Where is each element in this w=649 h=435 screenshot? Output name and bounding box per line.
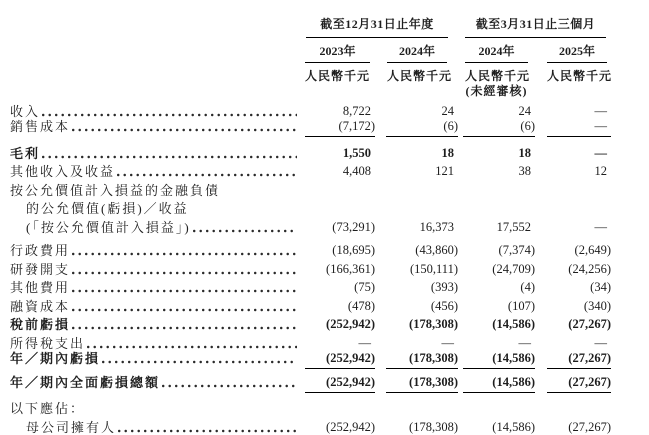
value-column-3 — [458, 164, 535, 179]
value-cell: (34) — [590, 280, 611, 294]
row-label-area — [10, 401, 300, 416]
value-column-4 — [535, 119, 611, 137]
table-row — [10, 240, 649, 259]
value-column-4 — [535, 220, 611, 235]
value-cell: (4) — [520, 280, 535, 294]
row-label: 研發開支 — [10, 261, 71, 277]
value-cell: (14,586) — [492, 419, 535, 434]
value-cell: — — [594, 145, 607, 160]
value-column-3 — [458, 262, 535, 277]
value-column-1 — [300, 146, 375, 161]
value-column-4 — [535, 420, 611, 435]
value-column-2 — [375, 336, 458, 351]
row-label: 按公允價值計入損益的金融負債 — [10, 182, 221, 198]
value-cell: (107) — [507, 298, 535, 313]
row-label-area — [10, 351, 300, 369]
value-cell: 24 — [441, 103, 454, 118]
value-column-1 — [300, 299, 375, 314]
value-cell: (24,709) — [492, 261, 535, 276]
value-column-4 — [535, 280, 611, 295]
row-label: 融資成本 — [10, 298, 71, 314]
row-label: 所得稅支出 — [10, 335, 86, 351]
value-cell: (24,256) — [568, 261, 611, 276]
header-spacer — [10, 42, 300, 63]
value-column-1 — [300, 119, 375, 137]
value-cell: 1,550 — [342, 145, 371, 160]
value-cell: 4,408 — [342, 164, 371, 178]
value-column-2 — [375, 420, 458, 435]
row-label: 行政費用 — [10, 243, 71, 258]
value-cell: (252,942) — [326, 317, 375, 331]
year-header-row — [10, 42, 649, 63]
value-column-3 — [458, 317, 535, 332]
row-label: 其他費用 — [10, 280, 71, 295]
value-cell: (178,308) — [409, 317, 458, 331]
row-label: 母公司擁有人 — [26, 419, 117, 435]
dotted-leader — [72, 308, 297, 312]
value-column-3 — [458, 299, 535, 314]
value-cell: (7,374) — [498, 243, 535, 257]
value-cell: 8,722 — [342, 103, 371, 118]
value-column-1 — [300, 220, 375, 235]
year-header-2024: 2024年 — [387, 42, 447, 63]
value-cell: 16,373 — [419, 219, 454, 234]
value-column-2 — [375, 146, 458, 161]
value-cell: (178,308) — [409, 419, 458, 434]
row-label: 以下應佔： — [10, 401, 86, 416]
value-cell: — — [441, 335, 454, 350]
row-label: 毛利 — [10, 145, 41, 161]
dotted-leader — [72, 128, 297, 132]
table-row — [10, 258, 649, 277]
value-cell: (6) — [463, 119, 535, 137]
table-row — [10, 142, 649, 161]
value-cell: (14,586) — [463, 351, 535, 369]
value-column-2 — [375, 262, 458, 277]
unit-label: 人民幣千元 — [465, 69, 531, 83]
value-column-2 — [375, 220, 458, 235]
row-label-area — [10, 420, 300, 435]
value-column-3 — [458, 146, 535, 161]
value-cell: (27,267) — [568, 317, 611, 331]
unit-label: 人民幣千元 — [547, 69, 613, 83]
value-cell: (150,111) — [409, 261, 458, 276]
value-column-3 — [458, 280, 535, 295]
unit-label: 人民幣千元 — [387, 69, 453, 83]
table-row — [10, 374, 649, 393]
row-label-area — [10, 220, 300, 235]
value-column-1 — [300, 262, 375, 277]
value-cell: (393) — [430, 280, 458, 294]
table-row — [10, 314, 649, 333]
row-label-area — [10, 119, 300, 137]
value-column-1 — [300, 336, 375, 351]
row-label-area — [10, 375, 300, 393]
value-cell: (6) — [386, 119, 458, 137]
value-column-2 — [375, 299, 458, 314]
value-cell: (2,649) — [574, 243, 611, 257]
value-cell: 24 — [518, 103, 531, 118]
year-header-2023: 2023年 — [305, 42, 370, 63]
value-column-4 — [535, 375, 611, 393]
value-cell: (478) — [347, 298, 375, 313]
value-cell: (27,267) — [568, 419, 611, 434]
row-label-area — [10, 243, 300, 258]
table-row — [10, 277, 649, 296]
table-row — [10, 351, 649, 370]
value-column-3 — [458, 243, 535, 258]
row-label: 銷售成本 — [10, 119, 71, 134]
value-column-2 — [375, 317, 458, 332]
value-column-4 — [535, 243, 611, 258]
value-column-3 — [458, 220, 535, 235]
header-spacer — [10, 15, 300, 38]
value-cell: (252,942) — [305, 351, 375, 369]
row-label-area — [10, 280, 300, 295]
year-header-2025-q1: 2025年 — [547, 42, 607, 63]
row-label: 年／期內全面虧損總額 — [10, 374, 161, 390]
dotted-leader — [42, 155, 297, 159]
row-label-area — [10, 262, 300, 277]
value-cell: (178,308) — [386, 351, 458, 369]
value-cell: 12 — [594, 164, 607, 178]
dotted-leader — [72, 252, 297, 256]
value-cell: — — [594, 335, 607, 350]
value-column-1 — [300, 164, 375, 179]
unit-header-row — [10, 69, 649, 98]
value-cell: (75) — [354, 280, 375, 294]
value-column-3 — [458, 420, 535, 435]
value-cell: 18 — [441, 145, 454, 160]
row-label: 收入 — [10, 103, 41, 119]
value-cell: — — [358, 335, 371, 350]
row-label: 其他收入及收益 — [10, 164, 116, 179]
table-row — [10, 161, 649, 180]
value-cell: (340) — [583, 298, 611, 313]
row-label-area — [10, 336, 300, 351]
value-column-4 — [535, 351, 611, 369]
dotted-leader — [72, 326, 297, 330]
row-label: 稅前虧損 — [10, 317, 71, 332]
row-label: (「按公允價值計入損益」) — [26, 219, 191, 235]
value-cell: (7,172) — [305, 119, 375, 137]
table-row — [10, 100, 649, 119]
value-column-1 — [300, 280, 375, 295]
table-row — [10, 295, 649, 314]
value-cell: 121 — [435, 164, 454, 178]
dotted-leader — [102, 360, 297, 364]
dotted-leader — [72, 289, 297, 293]
unaudited-note: (未經審核) — [465, 83, 528, 98]
value-column-2 — [375, 164, 458, 179]
value-column-3 — [458, 336, 535, 351]
row-label: 年／期內虧損 — [10, 351, 101, 366]
value-column-4 — [535, 317, 611, 332]
value-column-2 — [375, 243, 458, 258]
table-row — [10, 216, 649, 235]
value-column-1 — [300, 243, 375, 258]
table-row — [10, 416, 649, 435]
value-cell: (27,267) — [547, 375, 611, 393]
value-column-2 — [375, 375, 458, 393]
value-cell: 18 — [518, 145, 531, 160]
value-cell: (166,361) — [326, 261, 375, 276]
value-cell: (27,267) — [547, 351, 611, 369]
value-column-1 — [300, 104, 375, 119]
dotted-leader — [42, 113, 297, 117]
value-column-3 — [458, 119, 535, 137]
row-label-area — [10, 146, 300, 161]
table-row — [10, 179, 649, 198]
value-column-1 — [300, 375, 375, 393]
value-column-3 — [458, 104, 535, 119]
table-body — [10, 100, 649, 435]
value-column-4 — [535, 299, 611, 314]
column-group-annual — [300, 15, 458, 38]
value-cell: 38 — [518, 164, 531, 178]
value-cell: (252,942) — [305, 375, 375, 393]
column-group-header-row — [10, 15, 649, 38]
value-column-3 — [458, 375, 535, 393]
value-column-3 — [458, 351, 535, 369]
row-label-area — [10, 164, 300, 179]
value-column-4 — [535, 104, 611, 119]
year-header-2024-q1: 2024年 — [465, 42, 528, 63]
dotted-leader — [162, 384, 297, 388]
value-column-4 — [535, 336, 611, 351]
value-column-2 — [375, 104, 458, 119]
value-column-2 — [375, 119, 458, 137]
table-row — [10, 119, 649, 138]
table-row — [10, 398, 649, 417]
value-column-4 — [535, 262, 611, 277]
value-cell: (14,586) — [463, 375, 535, 393]
value-cell: 17,552 — [496, 219, 531, 234]
table-row — [10, 198, 649, 217]
row-label: 的公允價值(虧損)／收益 — [26, 201, 189, 216]
value-cell: — — [518, 335, 531, 350]
value-cell: — — [594, 103, 607, 118]
column-group-quarterly — [458, 15, 611, 38]
dotted-leader — [72, 271, 297, 275]
column-group-title-annual: 截至12月31日止年度 — [306, 15, 448, 38]
row-label-area — [10, 104, 300, 119]
value-cell: (14,586) — [492, 317, 535, 331]
dotted-leader — [117, 173, 297, 177]
value-cell: (73,291) — [332, 219, 375, 234]
row-label-area — [10, 317, 300, 332]
table-row — [10, 332, 649, 351]
value-column-4 — [535, 164, 611, 179]
value-column-4 — [535, 146, 611, 161]
value-cell: (18,695) — [332, 243, 375, 257]
column-group-title-quarterly: 截至3月31日止三個月 — [465, 15, 606, 38]
row-label-area — [10, 183, 300, 198]
value-column-1 — [300, 351, 375, 369]
unit-label-with-note — [465, 69, 531, 98]
value-column-1 — [300, 317, 375, 332]
value-cell: (43,860) — [415, 243, 458, 257]
unit-label: 人民幣千元 — [305, 69, 371, 83]
value-cell: — — [547, 119, 611, 137]
value-column-1 — [300, 420, 375, 435]
row-label-area — [10, 201, 300, 216]
value-column-2 — [375, 351, 458, 369]
dotted-leader — [87, 345, 297, 349]
value-cell: (456) — [430, 298, 458, 313]
row-label-area — [10, 299, 300, 314]
value-column-2 — [375, 280, 458, 295]
value-cell: — — [594, 219, 607, 234]
value-cell: (252,942) — [326, 419, 375, 434]
dotted-leader — [193, 229, 297, 233]
value-cell: (178,308) — [386, 375, 458, 393]
